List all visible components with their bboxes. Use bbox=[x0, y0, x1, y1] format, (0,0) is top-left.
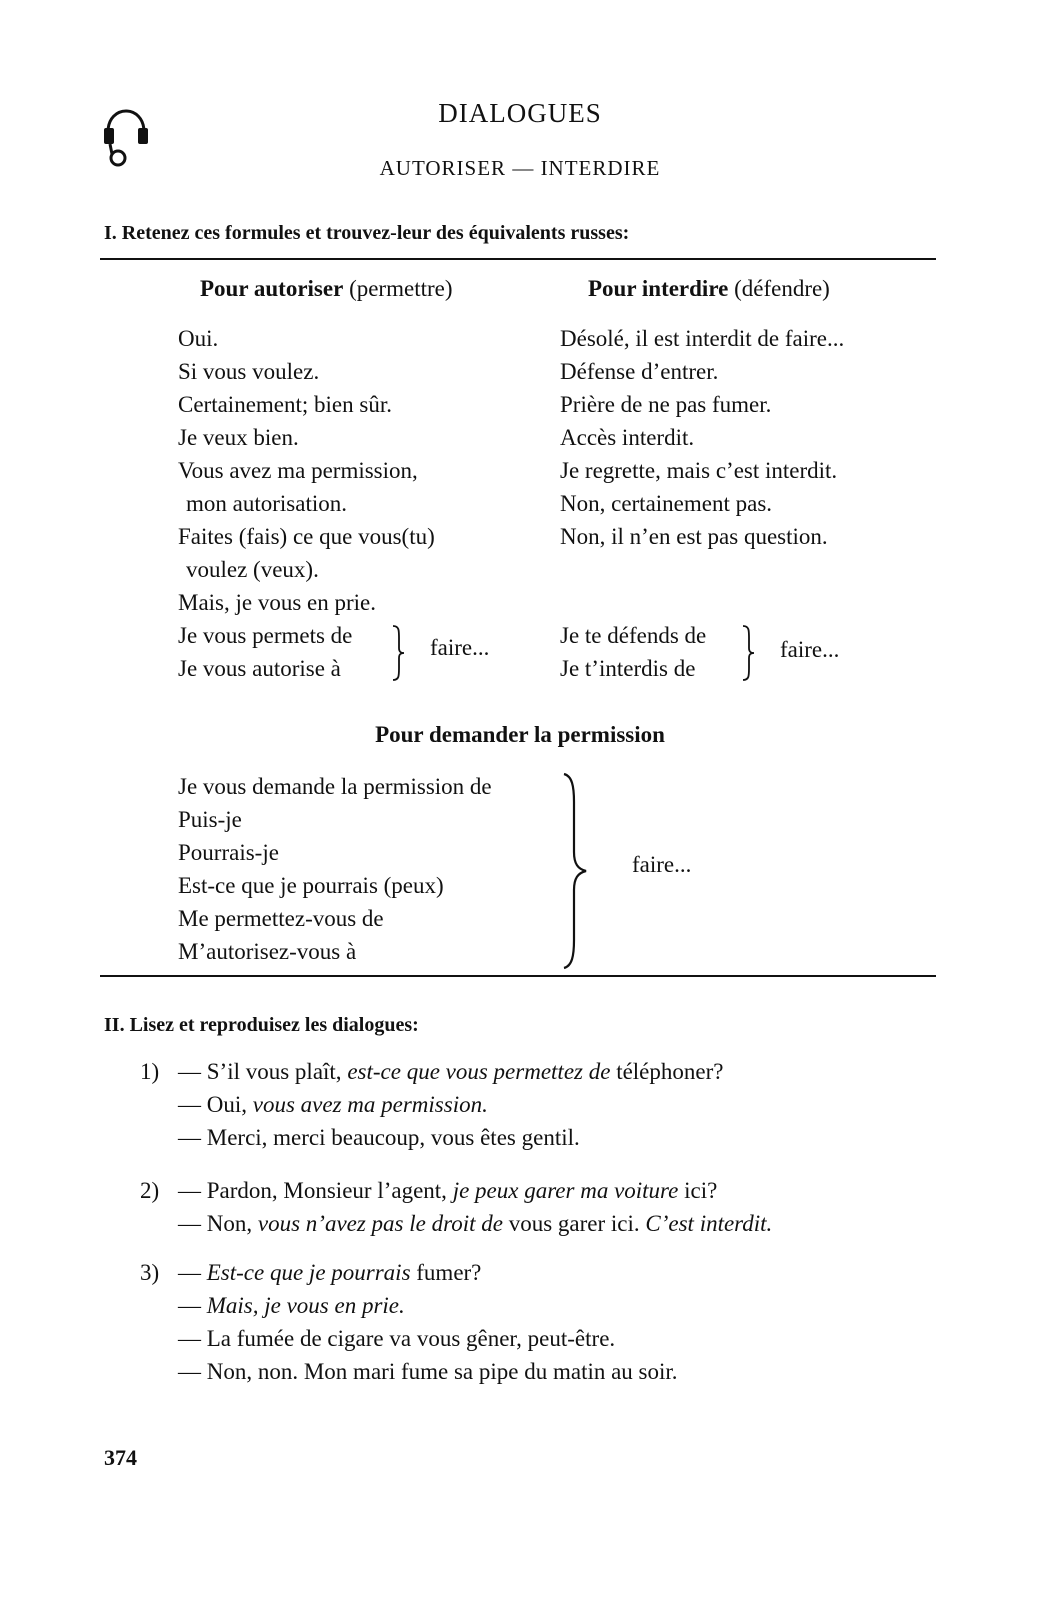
list-item: Je vous permets de bbox=[178, 623, 353, 648]
list-item: Non, il n’en est pas question. bbox=[560, 524, 828, 549]
list-item: Défense d’entrer. bbox=[560, 359, 719, 384]
forbid-brace-list bbox=[560, 619, 706, 685]
list-item: Pourrais-je bbox=[178, 840, 279, 865]
authorize-list bbox=[178, 322, 435, 619]
dialogue-text: — Pardon, Monsieur l’agent, bbox=[178, 1178, 453, 1203]
list-item: Je te défends de bbox=[560, 623, 707, 648]
authorize-brace-list bbox=[178, 619, 352, 685]
dialogue-line bbox=[140, 1055, 723, 1088]
dialogue-number: 1) bbox=[140, 1059, 160, 1084]
list-item: Je vous demande la permission de bbox=[178, 774, 492, 799]
list-item: Je vous autorise à bbox=[178, 656, 341, 681]
list-item: Me permettez-vous de bbox=[178, 906, 384, 931]
right-column-heading: Pour interdire (défendre) bbox=[588, 276, 830, 301]
left-brace-icon bbox=[390, 624, 406, 682]
dialogue-line bbox=[140, 1088, 723, 1121]
list-item: Est-ce que je pourrais (peux) bbox=[178, 873, 444, 898]
dialogue-line bbox=[140, 1355, 678, 1388]
list-item: Je veux bien. bbox=[178, 425, 299, 450]
list-item: Je t’interdis de bbox=[560, 656, 696, 681]
page-subtitle: AUTORISER — INTERDIRE bbox=[379, 156, 661, 180]
list-item: Non, certainement pas. bbox=[560, 491, 773, 516]
section2-heading: II. Lisez et reproduisez les dialogues: bbox=[104, 1014, 419, 1036]
forbid-brace-target: faire... bbox=[780, 637, 840, 662]
dialogue-1 bbox=[140, 1055, 723, 1154]
list-item: mon autorisation. bbox=[186, 491, 347, 516]
right-brace-icon bbox=[740, 624, 756, 682]
permission-heading: Pour demander la permission bbox=[375, 722, 665, 747]
dialogue-text: vous garer ici. bbox=[502, 1211, 646, 1236]
list-item: Vous avez ma permission, bbox=[178, 458, 418, 483]
list-item: Si vous voulez. bbox=[178, 359, 320, 384]
dialogue-line bbox=[140, 1289, 678, 1322]
italic-text: est-ce que vous permettez de bbox=[347, 1059, 611, 1084]
dialogue-text: — Oui, bbox=[178, 1092, 253, 1117]
italic-text: Mais, je vous en prie. bbox=[206, 1293, 405, 1318]
list-item: Oui. bbox=[178, 326, 219, 351]
bottom-rule bbox=[100, 975, 936, 977]
list-item: Désolé, il est interdit de faire... bbox=[560, 326, 845, 351]
dialogue-line bbox=[140, 1256, 678, 1289]
dialogue-line bbox=[140, 1121, 723, 1154]
dialogue-text: — S’il vous plaît, bbox=[178, 1059, 348, 1084]
dialogue-2 bbox=[140, 1174, 772, 1240]
dialogue-line bbox=[140, 1207, 772, 1240]
italic-text: je peux garer ma voiture bbox=[452, 1178, 679, 1203]
page-number: 374 bbox=[104, 1445, 137, 1470]
list-item: Accès interdit. bbox=[560, 425, 695, 450]
dialogue-3 bbox=[140, 1256, 678, 1388]
dialogue-text: — bbox=[178, 1293, 207, 1318]
list-item: Puis-je bbox=[178, 807, 242, 832]
list-item: Prière de ne pas fumer. bbox=[560, 392, 772, 417]
dialogue-text: — Non, non. Mon mari fume sa pipe du matin au soir. bbox=[178, 1359, 678, 1384]
left-column-heading: Pour autoriser (permettre) bbox=[200, 276, 453, 301]
italic-text: C’est interdit. bbox=[645, 1211, 773, 1236]
permission-list bbox=[178, 770, 492, 968]
dialogue-text: — Non, bbox=[178, 1211, 258, 1236]
dialogue-number: 2) bbox=[140, 1178, 160, 1203]
italic-text: Est-ce que je pourrais bbox=[206, 1260, 411, 1285]
forbid-list bbox=[560, 322, 844, 553]
dialogue-line bbox=[140, 1174, 772, 1207]
list-item: Certainement; bien sûr. bbox=[178, 392, 392, 417]
list-item: Mais, je vous en prie. bbox=[178, 590, 377, 615]
dialogue-text: téléphoner? bbox=[610, 1059, 724, 1084]
page-title: DIALOGUES bbox=[438, 98, 602, 128]
dialogue-text: — Merci, merci beaucoup, vous êtes gentil. bbox=[178, 1125, 580, 1150]
permission-brace-icon bbox=[560, 772, 590, 970]
dialogue-line bbox=[140, 1322, 678, 1355]
dialogue-text: ici? bbox=[678, 1178, 718, 1203]
italic-text: vous n’avez pas le droit de bbox=[257, 1211, 503, 1236]
dialogue-text: fumer? bbox=[410, 1260, 482, 1285]
list-item: M’autorisez-vous à bbox=[178, 939, 357, 964]
list-item: voulez (veux). bbox=[186, 557, 319, 582]
list-item: Faites (fais) ce que vous(tu) bbox=[178, 524, 435, 549]
italic-text: vous avez ma permission. bbox=[252, 1092, 488, 1117]
section1-heading: I. Retenez ces formules et trouvez-leur des équivalents russes: bbox=[104, 222, 630, 244]
dialogue-text: — La fumée de cigare va vous gêner, peut-être. bbox=[178, 1326, 616, 1351]
list-item: Je regrette, mais c’est interdit. bbox=[560, 458, 838, 483]
top-rule bbox=[100, 258, 936, 260]
dialogue-text: — bbox=[178, 1260, 207, 1285]
dialogue-number: 3) bbox=[140, 1260, 160, 1285]
authorize-brace-target: faire... bbox=[430, 635, 490, 660]
permission-brace-target: faire... bbox=[632, 852, 692, 877]
